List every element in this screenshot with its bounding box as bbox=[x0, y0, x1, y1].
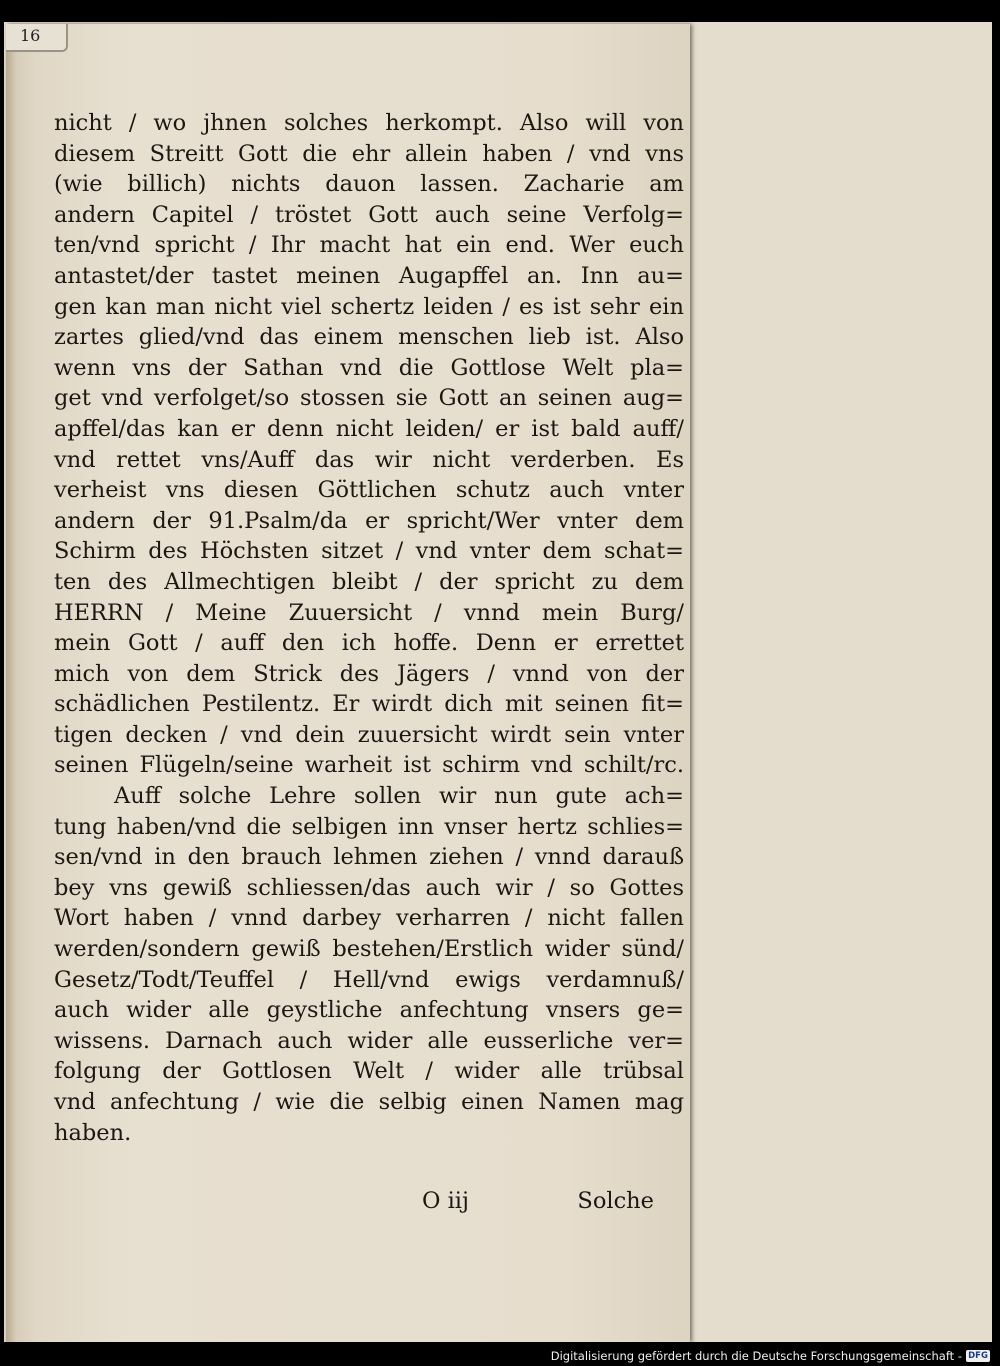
text-line: sen/vnd in den brauch lehmen ziehen / vnnd darauß bbox=[54, 844, 684, 871]
text-line: schädlichen Pestilentz. Er wirdt dich mit seinen fit= bbox=[54, 691, 684, 718]
text-line: (wie billich) nichts dauon lassen. Zacharie am bbox=[54, 171, 684, 198]
text-line: bey vns gewiß schliessen/das auch wir / so Gottes bbox=[54, 874, 684, 901]
text-line: andern Capitel / tröstet Gott auch seine Verfolg= bbox=[54, 201, 684, 228]
text-line: wissens. Darnach auch wider alle eusserliche ver= bbox=[54, 1027, 684, 1054]
page-number: 16 bbox=[6, 24, 68, 52]
text-line: apffel/das kan er denn nicht leiden/ er ist bald auff/ bbox=[54, 415, 684, 442]
text-line: verheist vns diesen Göttlichen schutz auch vnter bbox=[54, 477, 684, 504]
text-line: zartes glied/vnd das einem menschen lieb ist. Also bbox=[54, 324, 684, 351]
text-line: Gesetz/Todt/Teuffel / Hell/vnd ewigs verdamnuß/ bbox=[54, 966, 684, 993]
text-line: haben. bbox=[54, 1119, 132, 1146]
text-line: folgung der Gottlosen Welt / wider alle trübsal bbox=[54, 1058, 684, 1085]
text-line: mich von dem Strick des Jägers / vnnd von der bbox=[54, 660, 684, 687]
text-line: ten/vnd spricht / Ihr macht hat ein end. Wer euch bbox=[54, 232, 684, 259]
text-line: tigen decken / vnd dein zuuersicht wirdt sein vnter bbox=[54, 721, 684, 748]
signature-mark: O iij bbox=[422, 1188, 469, 1214]
text-line: gen kan man nicht viel schertz leiden / es ist sehr ein bbox=[54, 293, 684, 320]
text-line: andern der 91.Psalm/da er spricht/Wer vnter dem bbox=[54, 507, 684, 534]
text-line: Schirm des Höchsten sitzet / vnd vnter dem schat= bbox=[54, 538, 684, 565]
text-line: Wort haben / vnnd darbey verharren / nicht fallen bbox=[54, 905, 684, 932]
text-line: tung haben/vnd die selbigen inn vnser hertz schlies= bbox=[54, 813, 684, 840]
text-line: wenn vns der Sathan vnd die Gottlose Welt pla= bbox=[54, 354, 684, 381]
page-text bbox=[54, 108, 684, 1148]
text-line: vnd anfechtung / wie die selbig einen Namen mag bbox=[54, 1089, 684, 1115]
text-line: get vnd verfolget/so stossen sie Gott an seinen aug= bbox=[54, 385, 684, 412]
text-line: ten des Allmechtigen bleibt / der spricht zu dem bbox=[54, 568, 684, 595]
dfg-logo-icon: DFG bbox=[966, 1350, 990, 1362]
text-line: vnd rettet vns/Auff das wir nicht verderben. Es bbox=[54, 446, 684, 473]
book-page bbox=[6, 24, 690, 1342]
text-line: antastet/der tastet meinen Augapffel an. Inn au= bbox=[54, 262, 684, 289]
text-line: werden/sondern gewiß bestehen/Erstlich wider sünd/ bbox=[54, 936, 684, 963]
page-footer bbox=[54, 1184, 654, 1218]
text-line: nicht / wo jhnen solches herkompt. Also will von bbox=[54, 110, 684, 136]
text-line: mein Gott / auff den ich hoffe. Denn er errettet bbox=[54, 630, 684, 657]
dfg-credit-text: Digitalisierung gefördert durch die Deutsche Forschungsgemeinschaft - bbox=[550, 1349, 962, 1363]
catchword: Solche bbox=[577, 1188, 654, 1214]
text-line: auch wider alle geystliche anfechtung vnsers ge= bbox=[54, 997, 684, 1024]
text-line: Auff solche Lehre sollen wir nun gute ach= bbox=[114, 783, 684, 810]
text-line: diesem Streitt Gott die ehr allein haben / vnd vns bbox=[54, 140, 684, 167]
text-line: seinen Flügeln/seine warheit ist schirm vnd schilt/rc. bbox=[54, 752, 684, 779]
text-line: HERRN / Meine Zuuersicht / vnnd mein Burg/ bbox=[54, 599, 684, 626]
